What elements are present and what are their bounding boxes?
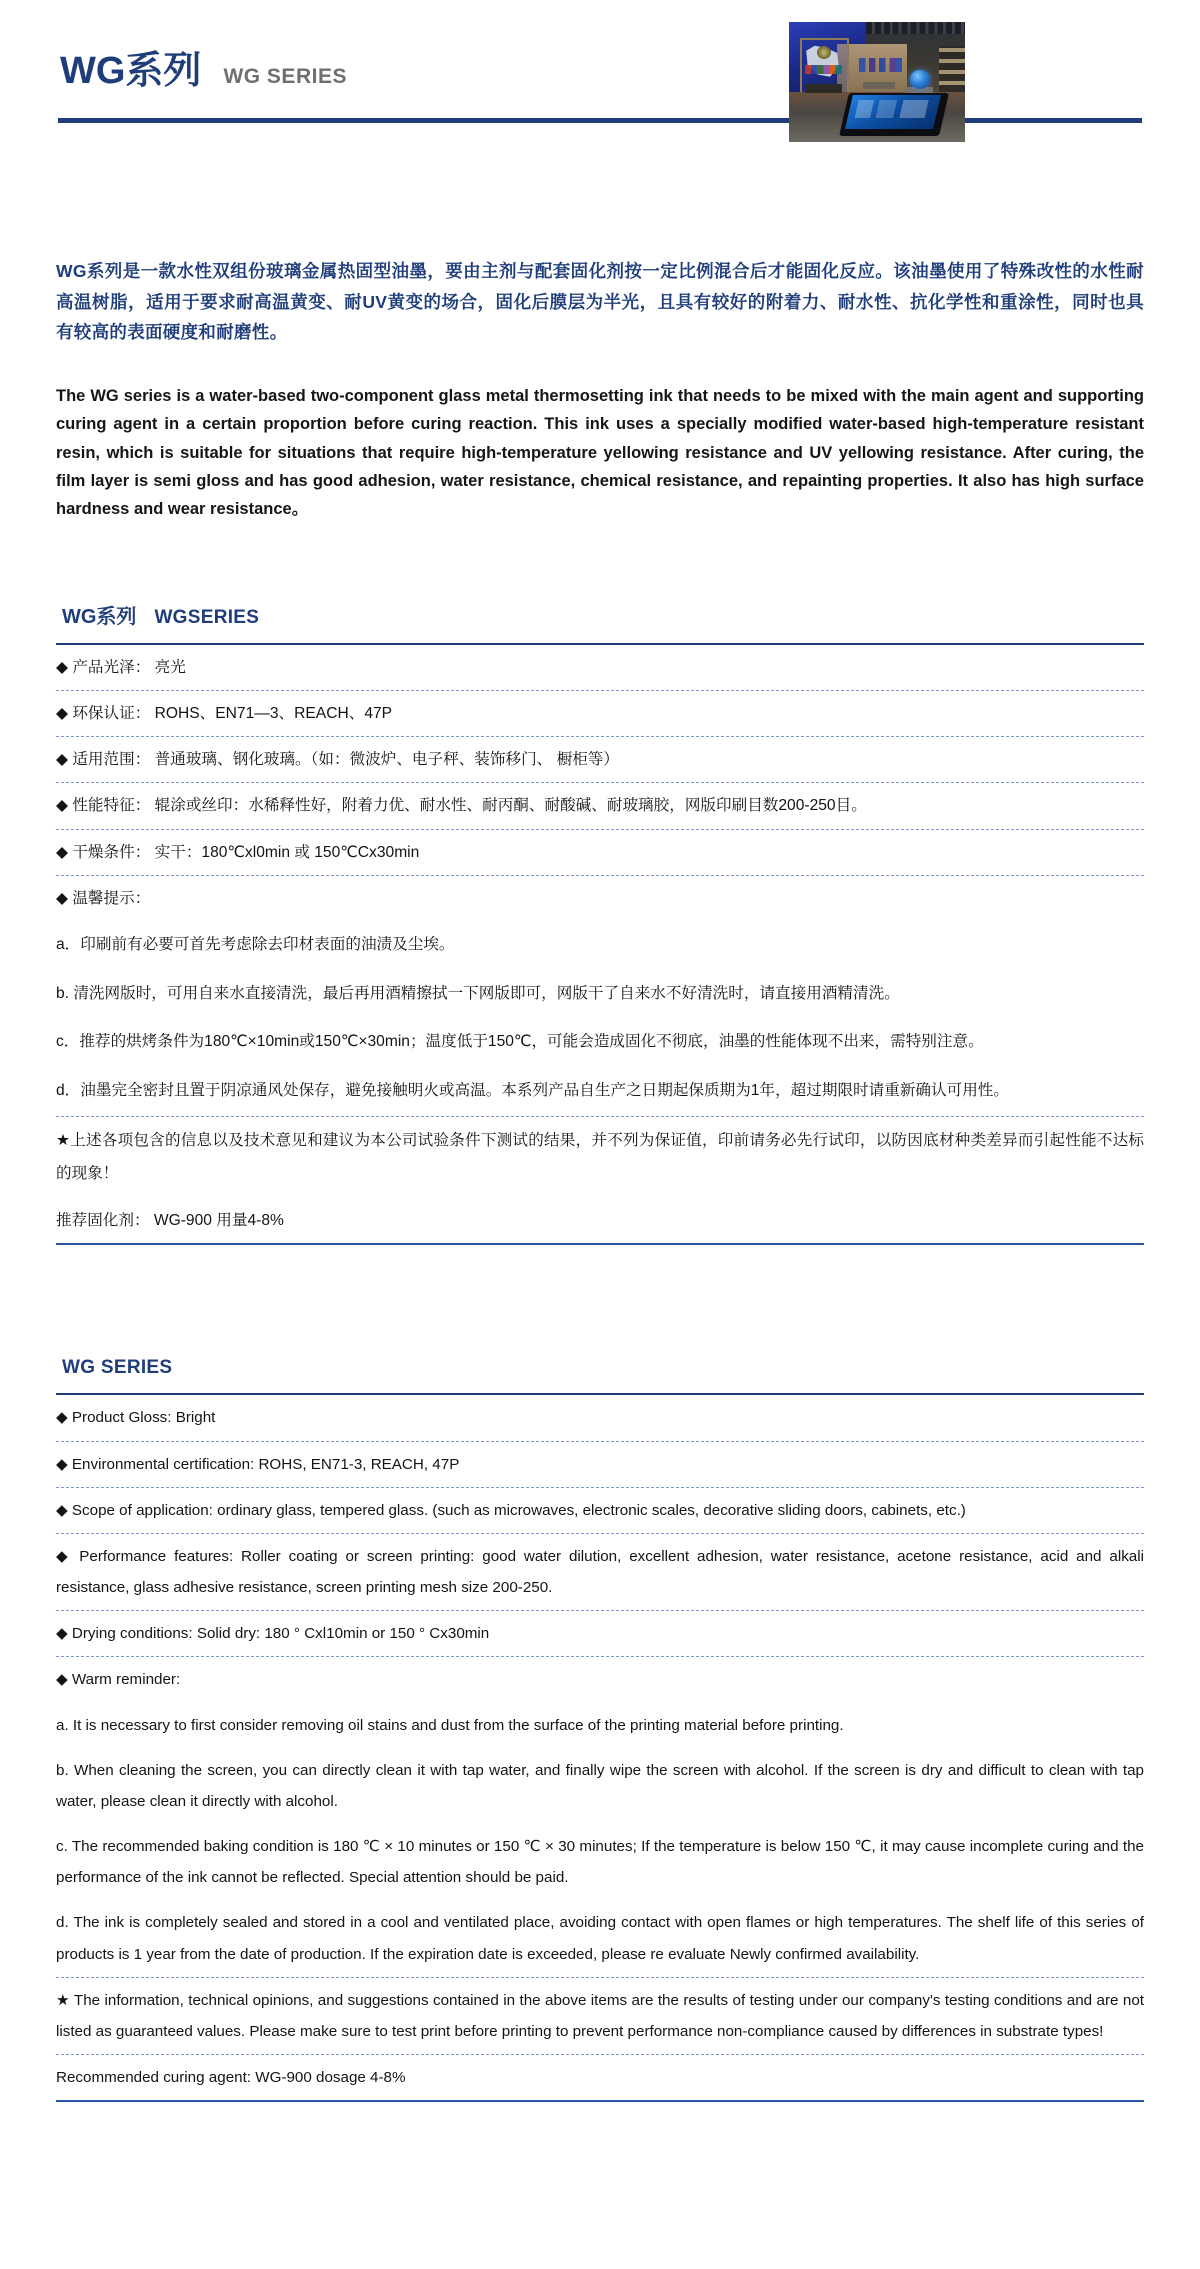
- spec-row-en-note-b: b. When cleaning the screen, you can directly clean it with tap water, and finally wipe the screen with alcohol. If the screen is dry and difficult to clean with tap water, please clean it directly with alcohol.: [56, 1761, 1144, 1810]
- spec-section-chinese-heading: [56, 600, 1144, 629]
- spec-heading-cn: WG系列: [62, 605, 137, 628]
- spec-row-en-note-a: a. It is necessary to first consider removing oil stains and dust from the surface of the printing material before printing.: [56, 1716, 844, 1734]
- page-title-cn: WG系列: [60, 50, 202, 92]
- header-divider-rule: [58, 118, 1142, 123]
- spec-heading-en-only: WG SERIES: [62, 1357, 173, 1379]
- spec-row-en-gloss: ◆ Product Gloss: Bright: [56, 1395, 1144, 1441]
- spec-row-note-b: b. 清洗网版时，可用自来水直接清洗，最后再用酒精擦拭一下网版即可，网版干了自来水不好清洗时，请直接用酒精清洗。: [56, 984, 900, 1002]
- spec-section-chinese: [0, 600, 1200, 1246]
- spec-section-english: [0, 1357, 1200, 2102]
- photo-ceiling: [866, 22, 965, 34]
- exhibition-interior-photo: [789, 22, 965, 142]
- photo-touch-table-screen: [845, 95, 941, 129]
- spec-list-english: [56, 1395, 1144, 2100]
- spec-row-certification: ◆ 环保认证： ROHS、EN71—3、REACH、47P: [56, 691, 1144, 737]
- spec-row-gloss: ◆ 产品光泽： 亮光: [56, 645, 1144, 691]
- spec-row-en-disclaimer: ★ The information, technical opinions, and suggestions contained in the above items are the results of testing under our company's testing conditions and are not listed as guaranteed values. Please make sure to test print before printing to prevent performance non-compliance caused by differences in substrate types!: [56, 1978, 1144, 2055]
- photo-right-shelving: [939, 46, 965, 96]
- page-title-en: WG SERIES: [223, 65, 347, 88]
- spec-heading-en: WGSERIES: [154, 606, 260, 628]
- spec-row-en-note-c: c. The recommended baking condition is 180 ℃ × 10 minutes or 150 ℃ × 30 minutes; If the temperature is below 150 ℃, it may cause incomplete curing and the performance of the ink cannot be reflected. Special attention should be paid.: [56, 1838, 1144, 1887]
- photo-bench-left: [805, 84, 842, 92]
- spec-row-en-reminder-title: ◆ Warm reminder:: [56, 1671, 181, 1689]
- spec-section-bottom-rule: [56, 1243, 1144, 1245]
- page-header: [0, 0, 1200, 168]
- spec-row-en-curing-agent: Recommended curing agent: WG-900 dosage 4-8%: [56, 2068, 406, 2086]
- spec-row-scope: ◆ 适用范围： 普通玻璃、钢化玻璃。（如：微波炉、电子秤、装饰移门、 橱柜等）: [56, 737, 1144, 783]
- spec-list-chinese: [56, 645, 1144, 1244]
- intro-paragraph-en: The WG series is a water-based two-component glass metal thermosetting ink that needs to be mixed with the main agent and supporting curing agent in a certain proportion before curing reaction. This ink uses a specially modified water-based high-temperature resistant resin, which is suitable for situations that require high-temperature yellowing resistance and UV yellowing resistance. After curing, the film layer is semi gloss and has good adhesion, water resistance, chemical resistance, and repainting properties. It also has high surface hardness and wear resistance。: [56, 386, 1144, 519]
- spec-row-en-note-d: d. The ink is completely sealed and stored in a cool and ventilated place, avoiding contact with open flames or high temperatures. The shelf life of this series of products is 1 year from the date of production. If the expiration date is exceeded, please re evaluate Newly confirmed availability.: [56, 1900, 1144, 1977]
- spec-row-en-drying: ◆ Drying conditions: Solid dry: 180 ° Cxl10min or 150 ° Cx30min: [56, 1611, 1144, 1657]
- photo-bench-center: [863, 82, 895, 89]
- spec-row-reminder-title: ◆ 温馨提示：: [56, 889, 151, 907]
- spec-row-en-performance: ◆ Performance features: Roller coating or screen printing: good water dilution, excellent adhesion, water resistance, acetone resistance, acid and alkali resistance, glass adhesive resistance, screen printing mesh size 200-250.: [56, 1534, 1144, 1611]
- spec-row-disclaimer: ★上述各项包含的信息以及技术意见和建议为本公司试验条件下测试的结果，并不列为保证值，印前请务必先行试印，以防因底材种类差异而引起性能不达标的现象！: [56, 1131, 1144, 1182]
- spec-row-note-a: a．印刷前有必要可首先考虑除去印材表面的油渍及尘埃。: [56, 935, 455, 953]
- intro-paragraph-cn: WG系列是一款水性双组份玻璃金属热固型油墨，要由主剂与配套固化剂按一定比例混合后才能固化反应。该油墨使用了特殊改性的水性耐高温树脂，适用于要求耐高温黄变、耐UV黄变的场合，固化后膜层为半光，且具有较好的附着力、耐水性、抗化学性和重涂性，同时也具有较高的表面硬度和耐磨性。: [56, 261, 1144, 343]
- photo-illuminated-globe: [910, 70, 929, 89]
- header-title-group: [60, 52, 347, 90]
- spec-row-note-c: c．推荐的烘烤条件为180℃×10min或150℃×30min；温度低于150℃，可能会造成固化不彻底，油墨的性能体现不出来，需特别注意。: [56, 1033, 984, 1051]
- spec-row-performance: ◆ 性能特征： 辊涂或丝印：水稀释性好，附着力优、耐水性、耐丙酮、耐酸碱、耐玻璃胶，网版印刷目数200-250目。: [56, 783, 1144, 829]
- page-bottom-spacer: [0, 2102, 1200, 2142]
- photo-color-strip: [805, 65, 842, 73]
- spec-row-en-certification: ◆ Environmental certification: ROHS, EN71-3, REACH, 47P: [56, 1442, 1144, 1488]
- spec-section-english-heading: [56, 1357, 1144, 1379]
- photo-wall-displays: [859, 58, 905, 72]
- spec-row-drying: ◆ 干燥条件： 实干：180℃xl0min 或 150℃Cx30min: [56, 830, 1144, 876]
- spec-row-en-scope: ◆ Scope of application: ordinary glass, tempered glass. (such as microwaves, electronic scales, decorative sliding doors, cabinets, etc.): [56, 1488, 1144, 1534]
- spec-row-note-d: d．油墨完全密封且置于阴凉通风处保存，避免接触明火或高温。本系列产品自生产之日期起保质期为1年，超过期限时请重新确认可用性。: [56, 1067, 1144, 1117]
- spec-row-curing-agent: 推荐固化剂： WG-900 用量4-8%: [56, 1212, 284, 1230]
- intro-block: [0, 168, 1200, 524]
